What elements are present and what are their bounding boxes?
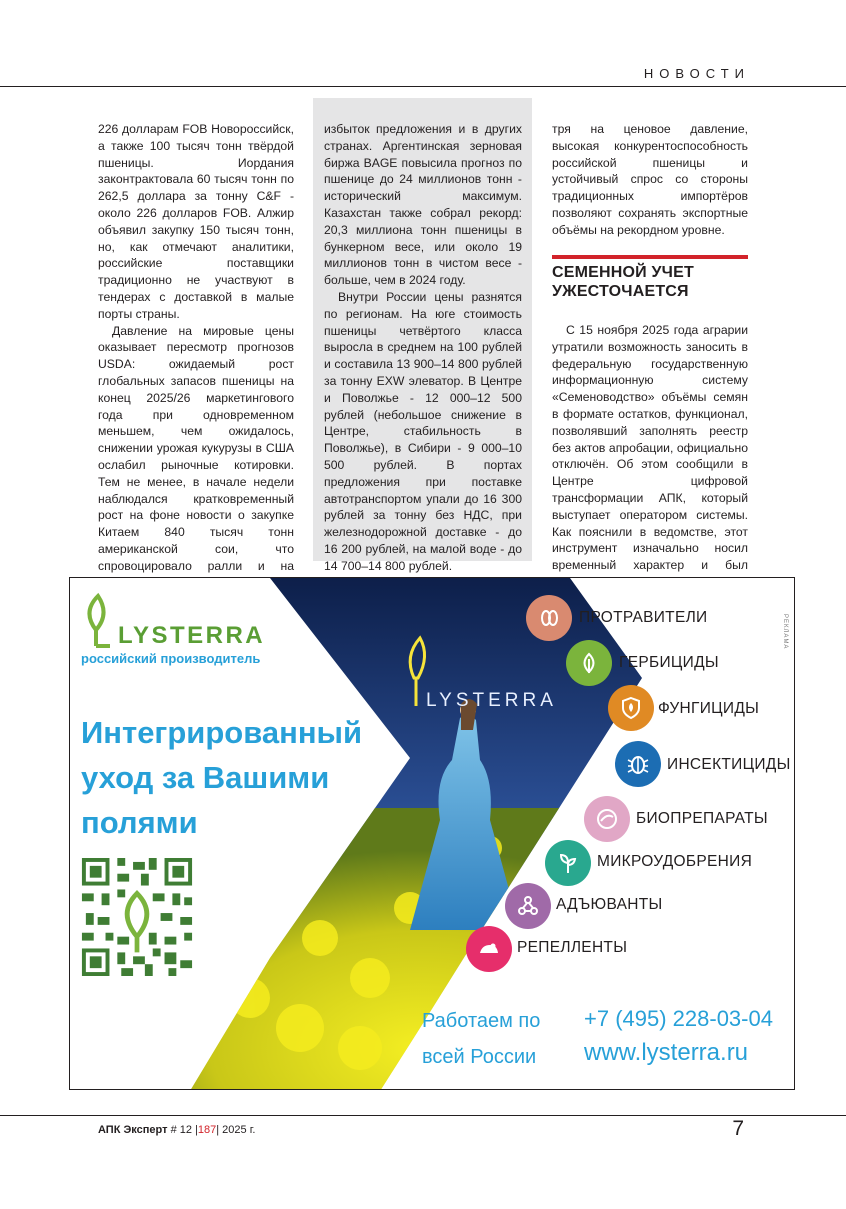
category-label: МИКРОУДОБРЕНИЯ [597,853,753,870]
page-number: 7 [732,1117,744,1140]
category-label: АДЪЮВАНТЫ [556,896,663,913]
coverage-text [422,1003,540,1075]
qr-code-icon[interactable] [81,858,193,976]
ad-label: РЕКЛАМА [782,614,788,650]
category-label: ПРОТРАВИТЕЛИ [579,609,708,626]
website-link[interactable]: www.lysterra.ru [584,1039,749,1066]
footer-issue [98,1124,255,1136]
issue-number: 187 [197,1124,217,1136]
phone-number[interactable]: +7 (495) 228-03-04 [584,1006,773,1031]
category-label: РЕПЕЛЛЕНТЫ [517,939,628,956]
column-2 [324,121,522,591]
leaf-icon [566,640,612,686]
column-1 [98,121,294,608]
category-label: БИОПРЕПАРАТЫ [636,810,768,827]
paragraph: С 15 ноября 2025 года аграрии утратили возможность заносить в федеральную государственную информационную систему «Семеноводство» объёмы семян в формате остатков, функционал, позволявший заполнять реестр без актов апробации, официально отключён. Об этом сообщили в Центре цифровой трансформации АПК, который выступает оператором системы. Как пояснили в ведомстве, этот инструмент изначально носил временный характер и был [552,323,748,573]
column-3-body [552,322,748,591]
bio-leaf-icon [584,796,630,842]
molecule-icon [505,883,551,929]
shield-leaf-icon [608,685,654,731]
seeds-icon [526,595,572,641]
category-label: ФУНГИЦИДЫ [658,700,760,717]
mouse-icon [466,926,512,972]
section-label: НОВОСТИ [643,66,750,81]
issue-suffix: | 2025 г. [216,1124,256,1136]
section-rule [552,255,748,259]
bottom-rule [0,1115,846,1116]
subheading: СЕМЕННОЙ УЧЕТ УЖЕСТОЧАЕТСЯ [552,264,694,300]
sprout-icon [545,840,591,886]
top-rule [0,86,846,87]
paragraph: 226 долларам FOB Новороссийск, а также 100 тысяч тонн твёрдой пшеницы. Иордания законтрактовала 60 тысяч тонн по 262,5 доллара за тонну C&F - около 226 долларов FOB. Алжир объявил закупку 150 тысяч тонн, но, как отмечают аналитики, российские поставщики традиционно не участвуют в тендерах с доставкой в малые порты страны. [98,122,294,321]
category-label: ГЕРБИЦИДЫ [619,654,719,671]
paragraph: тря на ценовое давление, высокая конкурентоспособность российской пшеницы и устойчивый спрос со стороны традиционных импортёров позволяют сохранять экспортные объёмы на рекордном уровне. [552,122,748,237]
paragraph: Давление на мировые цены оказывает пересмотр прогнозов USDA: ожидаемый рост глобальных запасов пшеницы на конец 2025/26 маркетингового года при одновременном меньшем, чем ожидалось, снижении урожая кукурузы в США ослабил рыночные котировки. Тем не менее, в начале недели наблюдался кратковременный рост на фоне новости о закупке Китаем 840 тысяч тонн американской сои, что спровоцировало ралли и на [98,323,294,573]
column-3 [552,121,748,239]
advertisement[interactable] [69,577,795,1090]
ad-headline: Интегрированный уход за Вашими полями [81,715,363,840]
coverage-line: всей России [422,1046,537,1068]
category-label: ИНСЕКТИЦИДЫ [667,756,791,773]
beetle-icon [615,741,661,787]
brand-logo-icon [80,592,116,653]
brand-tagline: российский производитель [81,651,261,666]
paragraph: избыток предложения и в других странах. Аргентинская зерновая биржа BAGE повысила прогноз по пшенице до 24 миллионов тонн - исторический максимум. Казахстан также собрал рекорд: 20,3 миллиона тонн пшеницы в бункерном весе, или около 19 миллионов тонн в чистом весе - больше, чем в 2024 году. [324,122,522,288]
photo-brand-text: LYSTERRA [426,690,557,711]
magazine-name: АПК Эксперт [98,1124,168,1136]
brand-name: LYSTERRA [118,622,266,649]
paragraph: Внутри России цены разнятся по регионам. На юге стоимость пшеницы четвёртого класса выросла в среднем на 100 рублей и составила 13 900–14 800 рублей за тонну EXW элеватор. В Центре и Поволжье - 12 000–12 500 рублей (небольшое снижение в Центре, стабильность в Поволжье), в Сибири - 9 000–10 500 рублей. В портах предложения при поставке автотранспортом упали до 16 300 рублей за тонну без НДС, при железнодорожной доставке - до 16 200 рублей, на малой воде - до 14 700–14 800 рублей. [324,289,522,573]
coverage-line: Работаем по [422,1010,541,1032]
issue-prefix: # 12 | [167,1124,198,1136]
